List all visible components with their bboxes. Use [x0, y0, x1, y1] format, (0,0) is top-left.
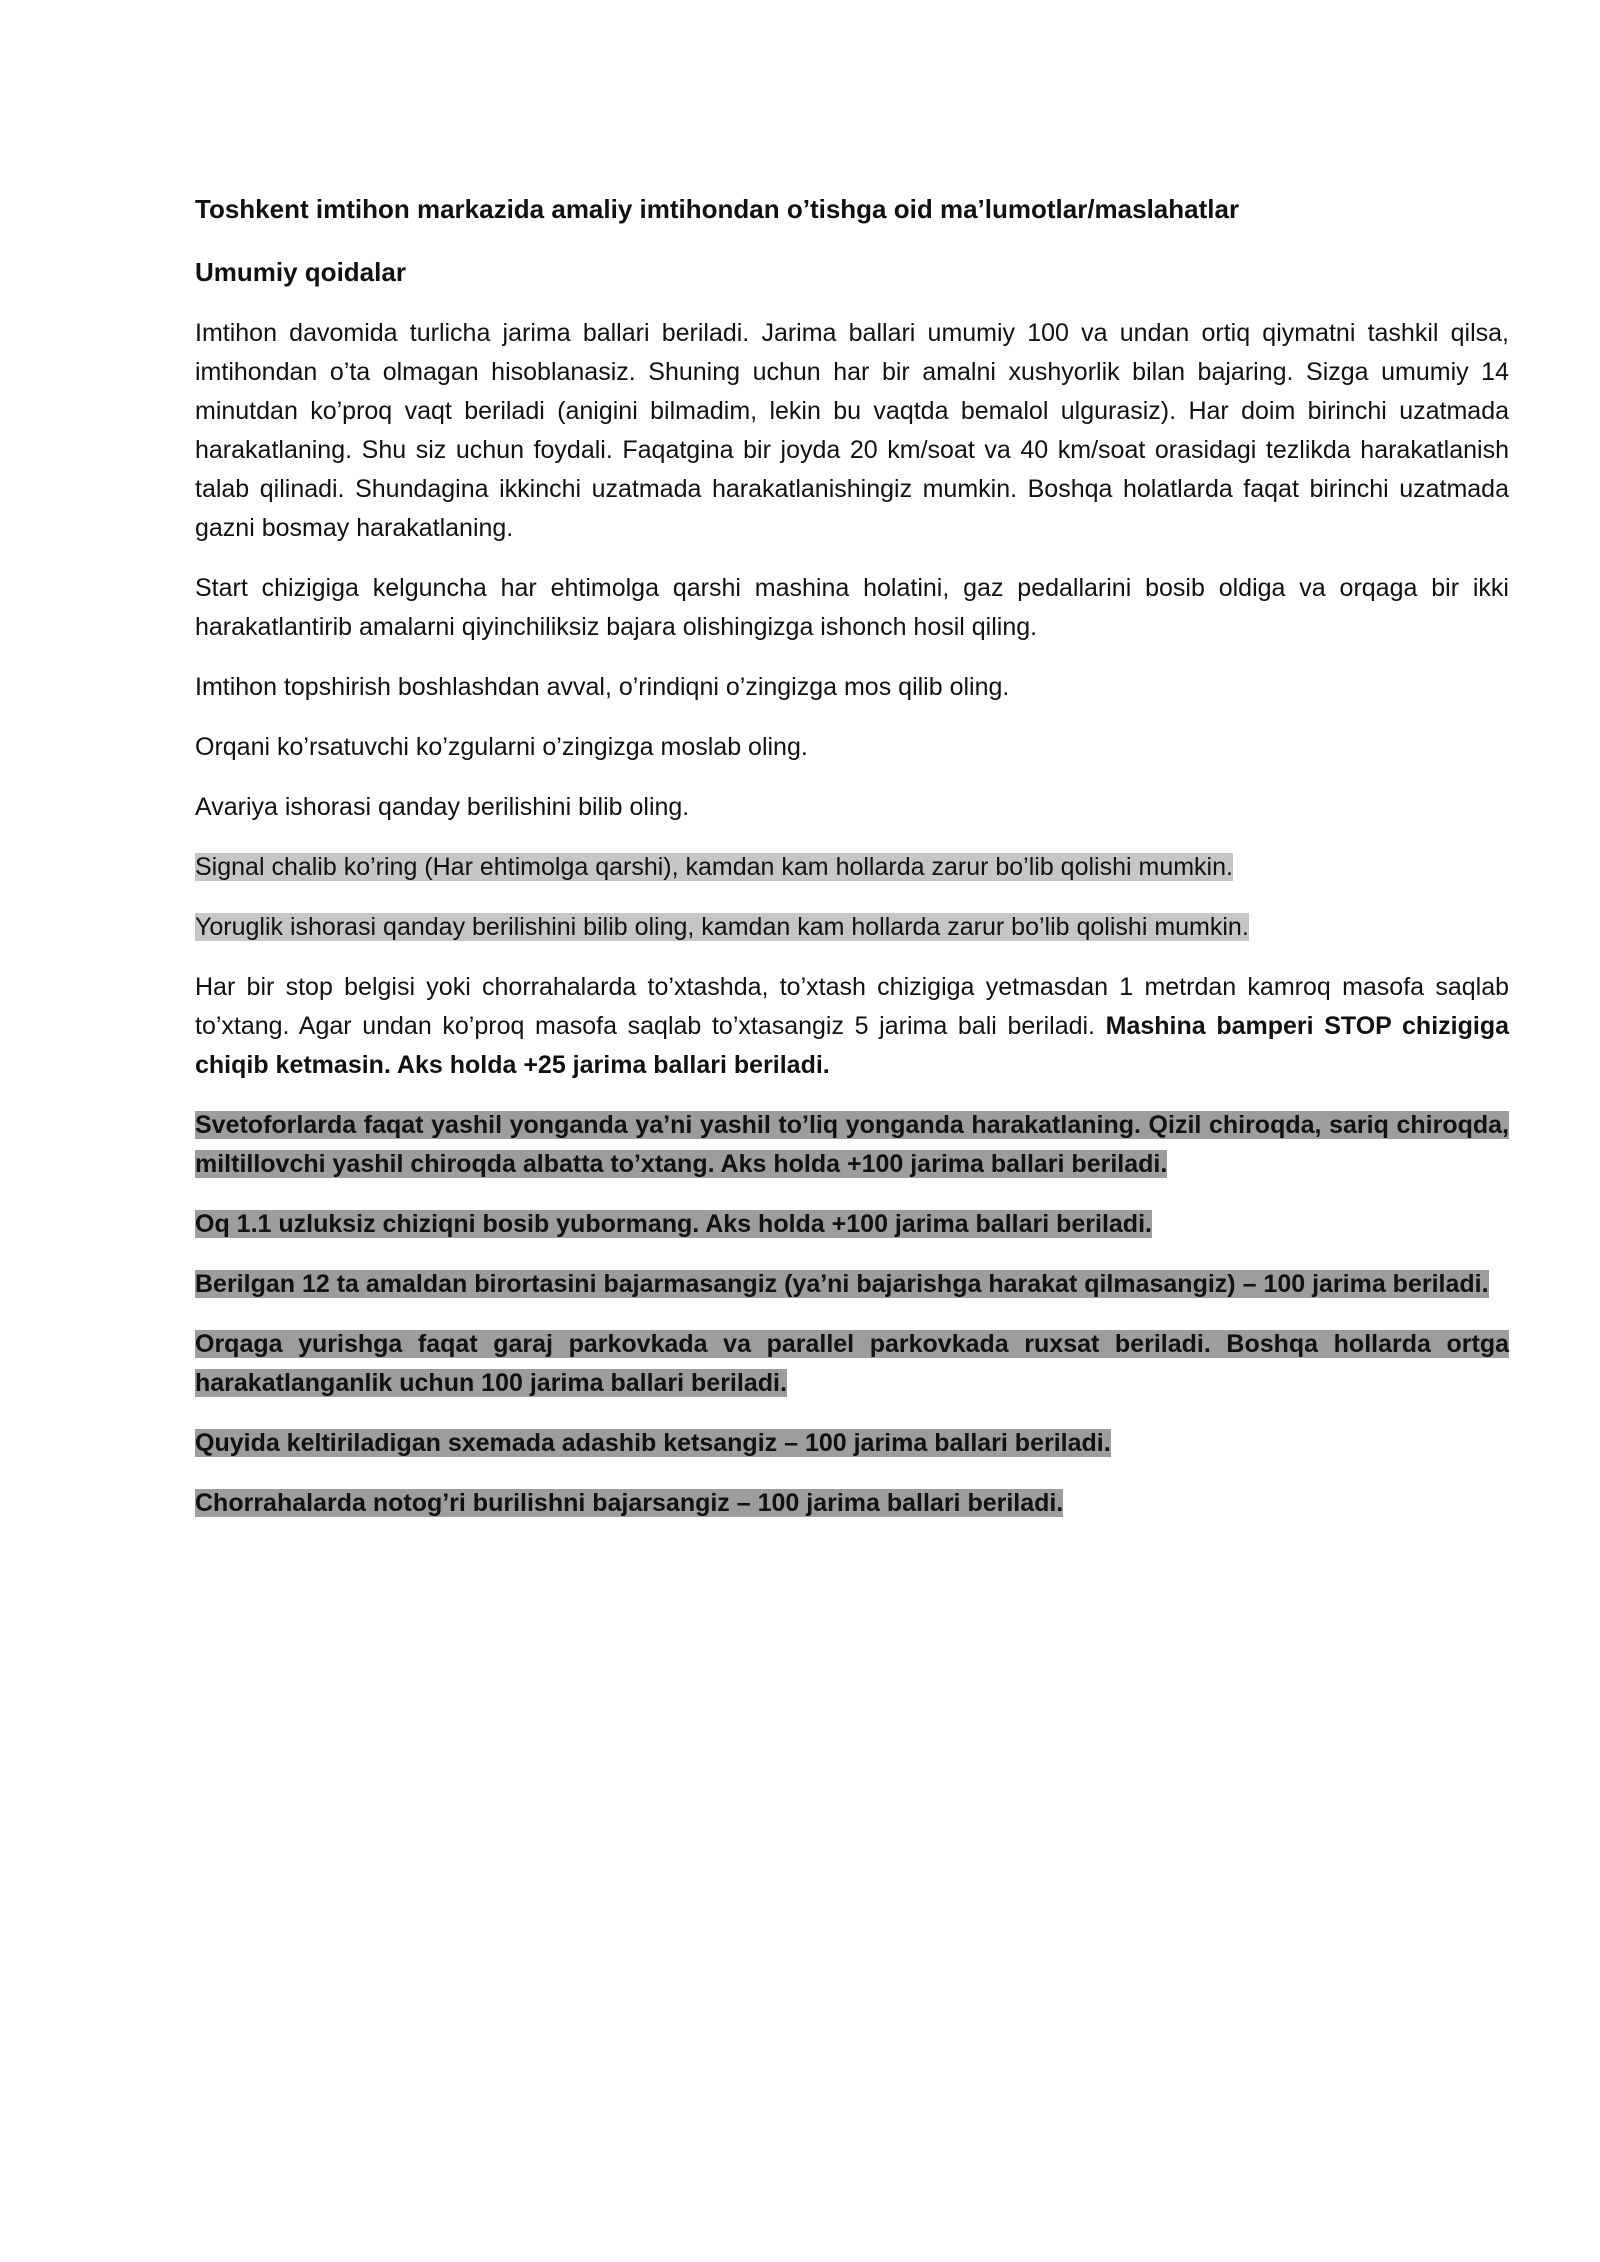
stop-sign-bold-text: Mashina bamperi STOP chizigiga chiqib ketmasin. Aks holda +25 jarima ballari beriladi.: [195, 1012, 1509, 1079]
paragraph-seat: Imtihon topshirish boshlashdan avval, o’rindiqni o’zingizga mos qilib oling.: [195, 673, 1010, 701]
highlight-turns: Chorrahalarda notog’ri burilishni bajarsangiz – 100 jarima ballari beriladi.: [195, 1489, 1064, 1517]
paragraph-solid-line: [195, 1205, 1509, 1244]
document-title: Toshkent imtihon markazida amaliy imtihondan o’tishga oid ma’lumotlar/maslahatlar: [195, 194, 1240, 224]
paragraph-turns: [195, 1484, 1509, 1523]
paragraph-stop-sign: [195, 968, 1509, 1085]
paragraph-general-rules: Imtihon davomida turlicha jarima ballari beriladi. Jarima ballari umumiy 100 va undan ortiq qiymatni tashkil qilsa, imtihondan o’ta olmagan hisoblanasiz. Shuning uchun har bir amalni xushyorlik bilan bajaring. Sizga umumiy 14 minutdan ko’proq vaqt beriladi (anigini bilmadim, lekin bu vaqtda bemalol ulgurasiz). Har doim birinchi uzatmada harakatlaning. Shu siz uchun foydali. Faqatgina bir joyda 20 km/soat va 40 km/soat orasidagi tezlikda harakatlanish talab qilinadi. Shundagina ikkinchi uzatmada harakatlanishingiz mumkin. Boshqa holatlarda faqat birinchi uzatmada gazni bosmay harakatlaning.: [195, 319, 1509, 542]
paragraph-horn: [195, 848, 1509, 887]
paragraph-mirrors: Orqani ko’rsatuvchi ko’zgularni o’zingizga moslab oling.: [195, 733, 808, 761]
document-page: [195, 188, 1509, 1544]
paragraph-traffic-lights: [195, 1106, 1509, 1184]
paragraph-reversing: [195, 1325, 1509, 1403]
paragraph-hazard-signal: Avariya ishorasi qanday berilishini bilib oling.: [195, 793, 690, 821]
paragraph-light-signal: [195, 908, 1509, 947]
paragraph-tasks: [195, 1265, 1509, 1304]
highlight-solid-line: Oq 1.1 uzluksiz chiziqni bosib yubormang. Aks holda +100 jarima ballari beriladi.: [195, 1210, 1152, 1238]
stop-sign-text: Har bir stop belgisi yoki chorrahalarda to’xtashda, to’xtash chizigiga yetmasdan 1 metrdan kamroq masofa saqlab to’xtang. Agar undan ko’proq masofa saqlab to’xtasangiz 5 jarima bali beriladi.: [195, 973, 1509, 1040]
highlight-light-signal: Yoruglik ishorasi qanday berilishini bilib oling, kamdan kam hollarda zarur bo’lib qolishi mumkin.: [195, 913, 1249, 941]
highlight-traffic-lights: Svetoforlarda faqat yashil yonganda ya’ni yashil to’liq yonganda harakatlaning. Qizil chiroqda, sariq chiroqda, miltillovchi yashil chiroqda albatta to’xtang. Aks holda +100 jarima ballari beriladi.: [195, 1111, 1509, 1178]
paragraph-start-line: Start chizigiga kelguncha har ehtimolga qarshi mashina holatini, gaz pedallarini bosib oldiga va orqaga bir ikki harakatlantirib amalarni qiyinchiliksiz bajara olishingizga ishonch hosil qiling.: [195, 574, 1509, 641]
highlight-tasks: Berilgan 12 ta amaldan birortasini bajarmasangiz (ya’ni bajarishga harakat qilmasangiz) – 100 jarima beriladi.: [195, 1270, 1489, 1298]
section-heading: Umumiy qoidalar: [195, 257, 406, 287]
highlight-scheme: Quyida keltiriladigan sxemada adashib ketsangiz – 100 jarima ballari beriladi.: [195, 1429, 1111, 1457]
highlight-reversing: Orqaga yurishga faqat garaj parkovkada va parallel parkovkada ruxsat beriladi. Boshqa hollarda ortga harakatlanganlik uchun 100 jarima ballari beriladi.: [195, 1330, 1509, 1397]
highlight-horn: Signal chalib ko’ring (Har ehtimolga qarshi), kamdan kam hollarda zarur bo’lib qolishi mumkin.: [195, 853, 1233, 881]
paragraph-scheme: [195, 1424, 1509, 1463]
